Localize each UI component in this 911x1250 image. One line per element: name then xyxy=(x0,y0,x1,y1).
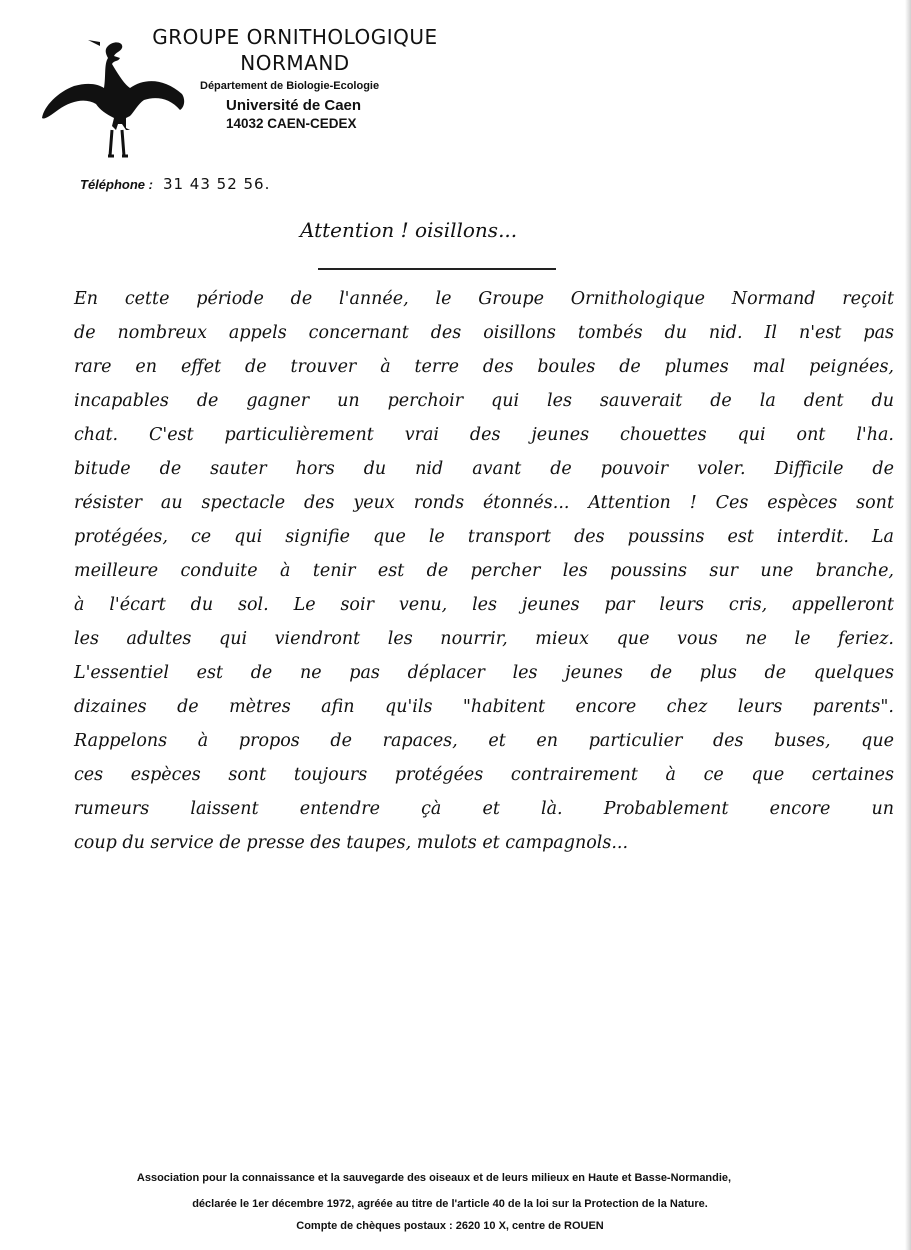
phone xyxy=(80,175,270,193)
body-line: de nombreux appels concernant des oisillons tombés du nid. Il n'est pas xyxy=(74,323,894,343)
body-line: résister au spectacle des yeux ronds étonnés... Attention ! Ces espèces sont xyxy=(74,493,894,513)
university: Université de Caen xyxy=(226,97,362,114)
body-line: rumeurs laissent entendre çà et là. Probablement encore un xyxy=(74,799,894,819)
organization-name-line: GROUPE ORNITHOLOGIQUE xyxy=(152,25,438,49)
body-line: à l'écart du sol. Le soir venu, les jeunes par leurs cris, appelleront xyxy=(74,595,894,615)
body-line: bitude de sauter hors du nid avant de pouvoir voler. Difficile de xyxy=(74,459,894,479)
organization-name xyxy=(150,24,440,76)
footer-line: Compte de chèques postaux : 2620 10 X, centre de ROUEN xyxy=(296,1220,604,1232)
department: Département de Biologie-Ecologie xyxy=(200,80,380,92)
phone-label: Téléphone : xyxy=(80,177,153,192)
page-edge-shadow xyxy=(905,0,911,1250)
organization-name-line: NORMAND xyxy=(240,51,350,75)
body-line: meilleure conduite à tenir est de percher les poussins sur une branche, xyxy=(74,561,894,581)
postal-address: 14032 CAEN-CEDEX xyxy=(226,116,357,131)
body-line: L'essentiel est de ne pas déplacer les jeunes de plus de quelques xyxy=(74,663,894,683)
footer-line: Association pour la connaissance et la sauvegarde des oiseaux et de leurs milieux en Haute et Basse-Normandie, xyxy=(136,1172,732,1184)
body-line: protégées, ce qui signifie que le transport des poussins est interdit. La xyxy=(74,527,894,547)
letter-title: Attention ! oisillons... xyxy=(300,218,518,242)
footer-line: déclarée le 1er décembre 1972, agréée au titre de l'article 40 de la loi sur la Protection de la Nature. xyxy=(192,1198,708,1210)
body-line: rare en effet de trouver à terre des boules de plumes mal peignées, xyxy=(74,357,894,377)
phone-number: 31 43 52 56. xyxy=(162,175,271,193)
body-line: les adultes qui viendront les nourrir, mieux que vous ne le feriez. xyxy=(74,629,894,649)
body-line: Rappelons à propos de rapaces, et en particulier des buses, que xyxy=(74,731,894,751)
body-line: dizaines de mètres afin qu'ils "habitent encore chez leurs parents". xyxy=(74,697,894,717)
body-line: En cette période de l'année, le Groupe Ornithologique Normand reçoit xyxy=(74,289,894,309)
body-line: chat. C'est particulièrement vrai des jeunes chouettes qui ont l'ha. xyxy=(74,425,894,445)
body-line: incapables de gagner un perchoir qui les sauverait de la dent du xyxy=(74,391,894,411)
handwritten-body xyxy=(74,282,894,860)
title-underline xyxy=(318,268,556,270)
body-line: ces espèces sont toujours protégées contrairement à ce que certaines xyxy=(74,765,894,785)
body-line: coup du service de presse des taupes, mulots et campagnols... xyxy=(74,833,629,853)
